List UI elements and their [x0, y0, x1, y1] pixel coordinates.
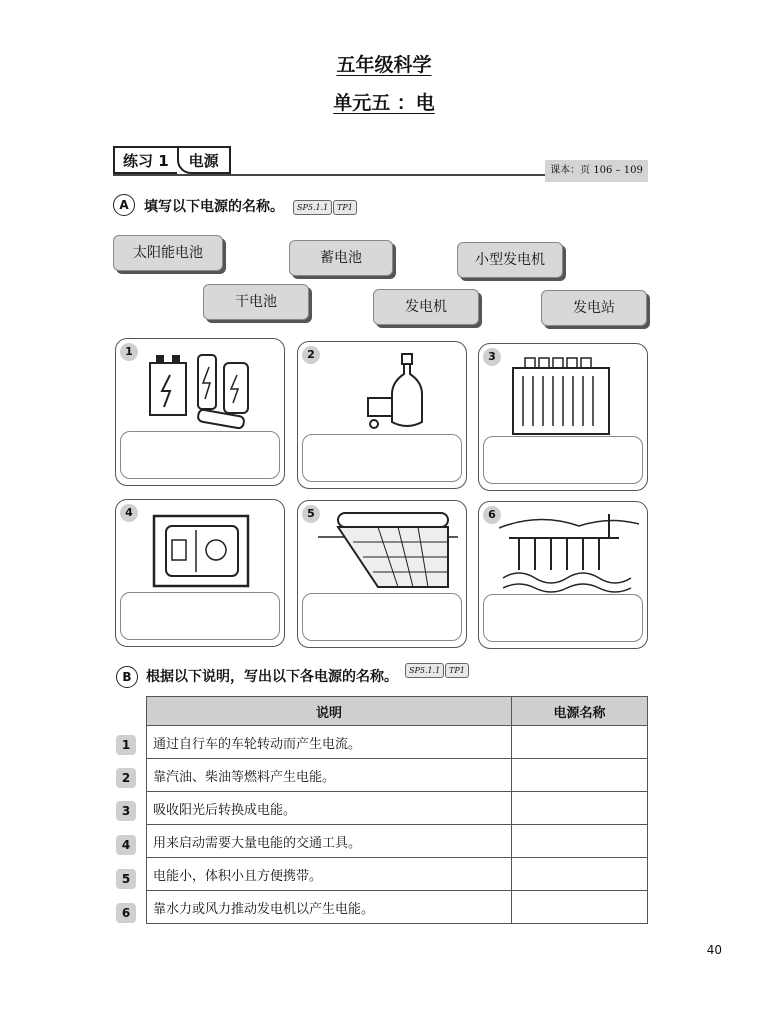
section-a-badge: A	[113, 194, 135, 216]
picture-card-4	[115, 499, 285, 647]
row-description: 靠水力或风力推动发电机以产生电能。	[147, 891, 512, 924]
unit-title: 单元五 ：电	[333, 92, 435, 114]
answer-box-4[interactable]	[120, 592, 280, 640]
solar-panel-icon	[318, 507, 458, 593]
column-header-answer: 电源名称	[512, 697, 648, 726]
batteries-icon	[136, 345, 266, 431]
row-answer-cell[interactable]	[512, 858, 648, 891]
card-number: 5	[302, 505, 320, 523]
row-number-2: 2	[116, 768, 136, 788]
word-chip-accumulator: 蓄电池	[289, 240, 393, 276]
section-a-instruction: 填写以下电源的名称。	[144, 199, 284, 215]
table-row	[147, 825, 648, 858]
section-b-tag-sp: SP5.1.1	[405, 663, 444, 678]
row-number-6: 6	[116, 903, 136, 923]
row-description: 靠汽油、柴油等燃料产生电能。	[147, 759, 512, 792]
section-b-tag-tp: TP1	[445, 663, 469, 678]
answer-box-3[interactable]	[483, 436, 643, 484]
row-number-5: 5	[116, 869, 136, 889]
generator-icon	[136, 506, 266, 592]
word-chip-generator: 发电机	[373, 289, 479, 325]
section-b-badge: B	[116, 666, 138, 688]
picture-card-1	[115, 338, 285, 486]
word-chip-power-station: 发电站	[541, 290, 647, 326]
row-answer-cell[interactable]	[512, 891, 648, 924]
table-row	[147, 792, 648, 825]
page-number: 40	[706, 943, 722, 957]
picture-card-5	[297, 500, 467, 648]
picture-card-2	[297, 341, 467, 489]
worksheet-title: 五年级科学	[336, 54, 432, 76]
row-description: 通过自行车的车轮转动而产生电流。	[147, 726, 512, 759]
card-number: 6	[483, 506, 501, 524]
accumulator-icon	[499, 350, 629, 436]
section-b-instruction: 根据以下说明，写出以下各电源的名称。	[146, 669, 398, 685]
description-table	[146, 696, 648, 924]
word-chip-dynamo: 小型发电机	[457, 242, 563, 278]
row-answer-cell[interactable]	[512, 792, 648, 825]
row-number-1: 1	[116, 735, 136, 755]
row-number-3: 3	[116, 801, 136, 821]
answer-box-1[interactable]	[120, 431, 280, 479]
answer-box-5[interactable]	[302, 593, 462, 641]
row-description: 用来启动需要大量电能的交通工具。	[147, 825, 512, 858]
exercise-name: 电源	[177, 146, 231, 174]
picture-card-3	[478, 343, 648, 491]
column-header-description: 说明	[147, 697, 512, 726]
section-a-tag-tp: TP1	[333, 200, 357, 215]
textbook-reference: 课本：页 106 – 109	[545, 160, 648, 182]
row-description: 吸收阳光后转换成电能。	[147, 792, 512, 825]
card-number: 3	[483, 348, 501, 366]
row-description: 电能小，体积小且方便携带。	[147, 858, 512, 891]
table-row	[147, 858, 648, 891]
row-answer-cell[interactable]	[512, 825, 648, 858]
answer-box-6[interactable]	[483, 594, 643, 642]
card-number: 4	[120, 504, 138, 522]
table-row	[147, 726, 648, 759]
bicycle-dynamo-icon	[318, 348, 448, 434]
card-number: 1	[120, 343, 138, 361]
power-station-icon	[499, 508, 639, 594]
row-number-4: 4	[116, 835, 136, 855]
table-row	[147, 759, 648, 792]
exercise-header	[113, 146, 231, 174]
word-chip-solar-cell: 太阳能电池	[113, 235, 223, 271]
word-chip-dry-cell: 干电池	[203, 284, 309, 320]
section-a-tag-sp: SP5.1.1	[293, 200, 332, 215]
answer-box-2[interactable]	[302, 434, 462, 482]
table-row	[147, 891, 648, 924]
card-number: 2	[302, 346, 320, 364]
row-answer-cell[interactable]	[512, 759, 648, 792]
picture-card-6	[478, 501, 648, 649]
exercise-label: 练习 1	[113, 146, 177, 174]
row-answer-cell[interactable]	[512, 726, 648, 759]
